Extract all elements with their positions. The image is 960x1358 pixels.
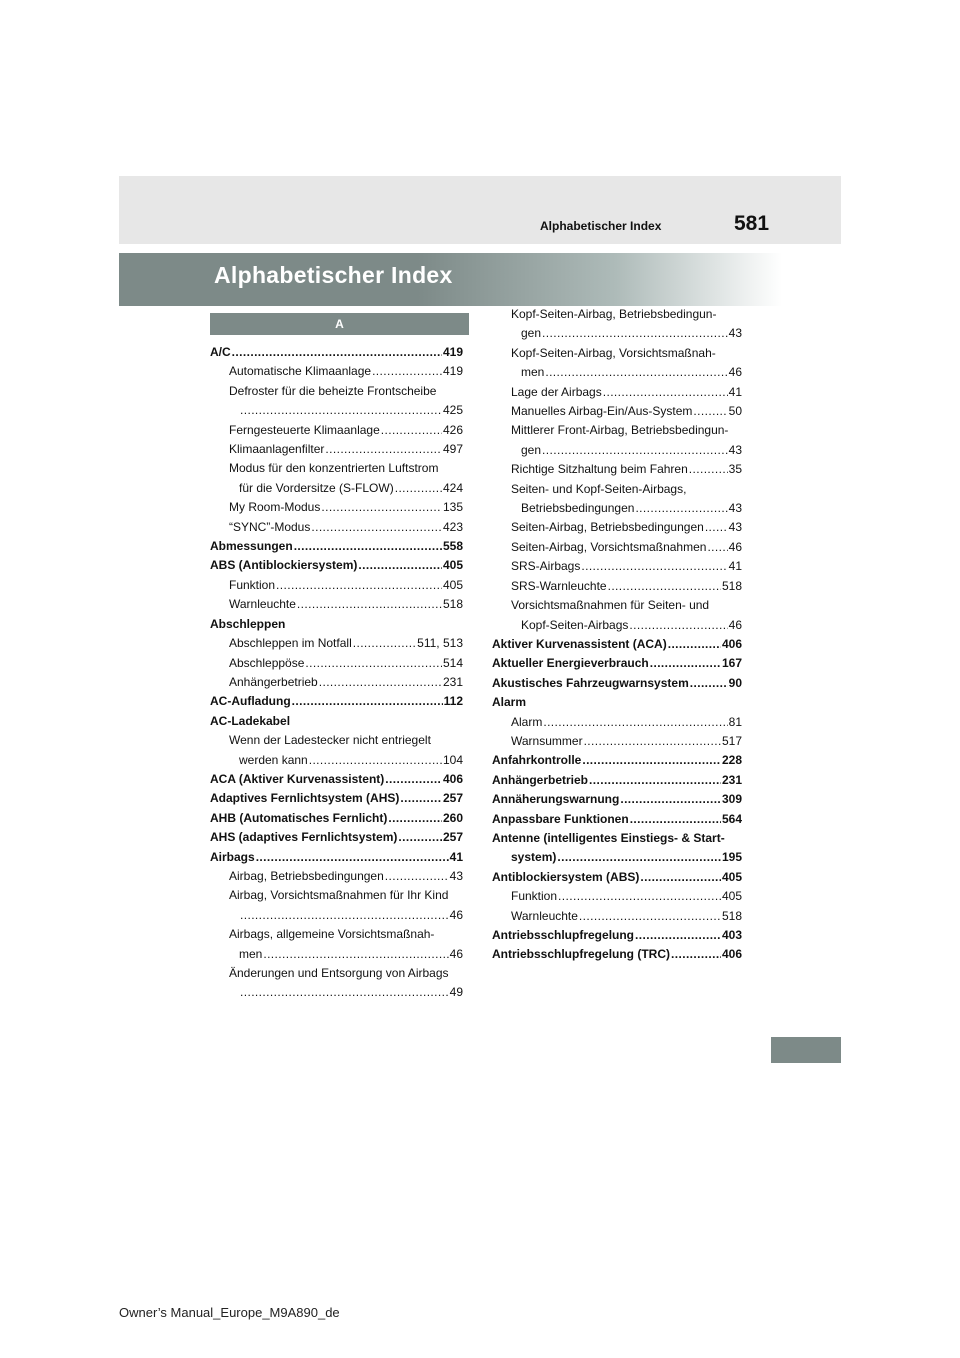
index-entry-page[interactable]: 43 [728,520,742,535]
index-entry-label: Anfahrkontrolle [492,753,582,768]
index-entry-page[interactable]: 43 [728,442,742,457]
header-band [119,176,841,244]
index-entry-label: Anhängerbetrieb [229,674,318,689]
leader-dots [240,906,449,925]
index-letter-heading: A [210,313,469,335]
leader-dots [311,518,442,537]
index-entry [492,324,742,343]
index-entry-label: Modus für den konzentrierten Luftstrom [229,461,439,476]
index-entry [210,615,463,634]
index-entry-label: Adaptives Fernlichtsystem (AHS) [210,791,400,806]
index-entry [492,810,742,829]
leader-dots [385,867,449,886]
index-entry [492,402,742,421]
index-entry-page[interactable]: 231 [442,674,463,689]
index-entry-page[interactable]: 41 [728,559,742,574]
index-entry-page[interactable]: 35 [728,462,742,477]
index-entry [492,441,742,460]
leader-dots [263,945,448,964]
index-entry-label: Richtige Sitzhaltung beim Fahren [511,462,688,477]
index-entry [210,712,463,731]
index-entry-label: Aktueller Energieverbrauch [492,656,649,671]
index-entry-page[interactable]: 423 [442,519,463,534]
index-entry-page[interactable]: 104 [442,752,463,767]
index-entry [492,713,742,732]
index-entry [492,868,742,887]
leader-dots [635,926,721,945]
leader-dots [584,732,721,751]
index-entry-page[interactable]: 257 [442,791,463,806]
index-entry-label: Funktion [229,577,276,592]
index-entry [210,537,463,556]
index-entry [210,459,463,478]
index-entry [210,848,463,867]
index-entry-label: Warnleuchte [229,597,296,612]
leader-dots [232,343,442,362]
footer-text: Owner’s Manual_Europe_M9A890_de [119,1305,340,1320]
index-entry [492,654,742,673]
index-entry [492,538,742,557]
index-entry [210,770,463,789]
index-entry [210,401,463,420]
index-entry-label: Funktion [511,889,558,904]
index-entry [210,440,463,459]
leader-dots [276,576,442,595]
index-entry [492,344,742,363]
index-entry-page[interactable]: 425 [442,403,463,418]
index-entry [492,363,742,382]
side-thumb-tab [771,1037,841,1063]
page-title: Alphabetischer Index [214,262,453,288]
index-entry-page[interactable]: 405 [442,558,463,573]
leader-dots [325,440,442,459]
index-entry-page[interactable]: 497 [442,442,463,457]
index-entry [210,518,463,537]
index-entry-label: AHS (adaptives Fernlichtsystem) [210,830,398,845]
header-section-title: Alphabetischer Index [540,219,662,233]
index-entry [492,577,742,596]
index-entry-label: A/C [210,345,231,359]
index-entry-label: AHB (Automatisches Fernlicht) [210,810,388,825]
index-entry [210,809,463,828]
leader-dots [630,810,721,829]
index-entry [492,596,742,615]
index-entry-page[interactable]: 90 [728,675,742,690]
index-entry-label: Automatische Klimaanlage [229,364,372,379]
index-entry-label: gen [521,326,542,341]
leader-dots [297,595,442,614]
index-entry-page[interactable]: 43 [449,868,463,883]
leader-dots [671,945,721,964]
index-entry-page[interactable]: 406 [442,771,463,786]
index-entry [210,964,463,983]
index-entry-label: Mittlerer Front-Airbag, Betriebsbedingun- [511,423,729,438]
leader-dots [358,556,442,575]
leader-dots [256,848,449,867]
leader-dots [372,362,442,381]
index-entry-label: werden kann [239,752,308,767]
index-entry [210,556,463,575]
leader-dots [620,790,721,809]
leader-dots [309,751,442,770]
index-entry-label: Seiten- und Kopf-Seiten-Airbags, [511,481,687,496]
index-entry-label: Annäherungswarnung [492,792,620,807]
index-entry-label: Abmessungen [210,539,293,554]
index-entry [210,867,463,886]
leader-dots [558,887,721,906]
index-entry-label: SRS-Airbags [511,559,581,574]
index-entry-page[interactable]: 426 [442,422,463,437]
index-entry-page[interactable]: 46 [728,617,742,632]
leader-dots [305,654,442,673]
index-entry-label: Antenne (intelligentes Einstiegs- & Start- [492,830,725,845]
index-entry-page[interactable]: 46 [449,946,463,961]
index-entry-label: Lage der Airbags [511,384,602,399]
index-entry-label: Manuelles Airbag-Ein/Aus-System [511,404,693,419]
index-entry [492,421,742,440]
index-entry [492,907,742,926]
index-entry [492,732,742,751]
index-entry [210,362,463,381]
index-entry-page[interactable]: 228 [721,753,742,768]
leader-dots [353,634,416,653]
index-entry-label: Airbag, Vorsichtsmaßnahmen für Ihr Kind [229,888,449,903]
index-entry-label: Alarm [492,695,527,710]
index-entry-label: Seiten-Airbag, Vorsichtsmaßnahmen [511,539,707,554]
leader-dots [321,498,442,517]
leader-dots [705,518,728,537]
index-column-right [492,305,742,965]
index-entry-label: Akustisches Fahrzeugwarnsystem [492,675,689,690]
index-entry-page[interactable]: 511, 513 [417,636,463,651]
index-entry [492,945,742,964]
index-entry [492,460,742,479]
index-entry-page[interactable]: 135 [442,500,463,515]
index-entry [210,382,463,401]
index-entry-label: SRS-Warnleuchte [511,578,607,593]
index-entry-label: men [521,365,545,380]
index-entry-page[interactable]: 46 [449,907,463,922]
index-entry-label: ABS (Antiblockiersystem) [210,558,358,573]
index-entry-label: system) [511,850,557,865]
index-entry [210,421,463,440]
index-entry-page[interactable]: 406 [721,636,742,651]
index-entry-label: Antriebsschlupfregelung [492,928,635,942]
index-entry-page[interactable]: 514 [442,655,463,670]
index-entry-page[interactable]: 41 [728,384,742,399]
index-entry [210,983,463,1002]
index-entry-label: Anhängerbetrieb [492,772,589,787]
index-entry-page[interactable]: 49 [449,985,463,1000]
index-entry [210,479,463,498]
index-entry-label: Alarm [511,714,543,729]
index-entry-label: “SYNC”-Modus [229,519,311,534]
leader-dots [579,907,721,926]
index-entry-page[interactable]: 257 [442,830,463,845]
leader-dots [385,770,442,789]
index-entry [492,383,742,402]
index-entry-page[interactable]: 518 [442,597,463,612]
leader-dots [693,402,727,421]
index-entry-page[interactable]: 518 [721,908,742,923]
index-entry [210,692,463,711]
leader-dots [581,557,727,576]
index-entry-label: Kopf-Seiten-Airbag, Vorsichtsmaßnah- [511,345,716,360]
index-entry-label: Airbag, Betriebsbedingungen [229,868,384,883]
index-entry-page[interactable]: 167 [721,656,742,671]
index-entry-page[interactable]: 419 [442,345,463,359]
index-entry [210,945,463,964]
index-entry-page[interactable]: 518 [721,578,742,593]
index-entry-label: Vorsichtsmaßnahmen für Seiten- und [511,598,710,613]
leader-dots [629,616,727,635]
index-entry [210,654,463,673]
index-entry [492,480,742,499]
index-entry [492,926,742,945]
index-entry [492,693,742,712]
index-entry-label: Klimaanlagenfilter [229,442,325,457]
index-entry [210,886,463,905]
index-entry [492,790,742,809]
index-entry-page[interactable]: 564 [721,811,742,826]
index-entry [210,634,463,653]
index-entry [210,731,463,750]
index-entry-label: Wenn der Ladestecker nicht entriegelt [229,733,431,748]
leader-dots [400,789,442,808]
index-entry-label: Airbags, allgemeine Vorsichtsmaßnah- [229,927,435,942]
index-entry-page[interactable]: 43 [728,326,742,341]
index-entry-label: Abschleppen im Notfall [229,636,352,651]
leader-dots [690,674,728,693]
index-entry [492,771,742,790]
index-entry-label: Abschleppen [210,616,286,631]
index-entry [210,595,463,614]
leader-dots [381,421,442,440]
index-entry-label: AC-Aufladung [210,694,291,709]
index-entry [210,789,463,808]
leader-dots [650,654,721,673]
index-entry-page[interactable]: 403 [721,928,742,942]
index-entry-page[interactable]: 405 [721,889,742,904]
index-entry-label: Kopf-Seiten-Airbag, Betriebsbedingun- [511,307,717,321]
leader-dots [398,828,442,847]
index-entry-label: Kopf-Seiten-Airbags [521,617,629,632]
index-entry-page[interactable]: 41 [449,849,463,864]
index-entry-page[interactable]: 195 [721,850,742,865]
index-entry [492,674,742,693]
index-entry-label: AC-Ladekabel [210,713,291,728]
index-entry-label: Defroster für die beheizte Frontscheibe [229,383,437,398]
index-entry-page[interactable]: 406 [721,947,742,962]
index-entry-label: Airbags [210,849,255,864]
leader-dots [689,460,728,479]
leader-dots [557,848,721,867]
index-entry-label: Antiblockiersystem (ABS) [492,869,640,884]
index-entry-page[interactable]: 419 [442,364,463,379]
index-entry-page[interactable]: 46 [728,539,742,554]
leader-dots [542,441,728,460]
index-entry [210,925,463,944]
index-entry [492,751,742,770]
leader-dots [395,479,442,498]
index-entry-page[interactable]: 558 [442,539,463,554]
index-entry-label: ACA (Aktiver Kurvenassistent) [210,771,385,786]
leader-dots [542,324,728,343]
index-entry-label: Änderungen und Entsorgung von Airbags [229,966,449,980]
index-entry-page[interactable]: 405 [721,869,742,884]
leader-dots [240,983,449,1002]
leader-dots [543,713,727,732]
leader-dots [294,537,442,556]
leader-dots [707,538,727,557]
leader-dots [240,401,442,420]
leader-dots [608,577,721,596]
index-entry-label: Abschleppöse [229,655,305,670]
index-entry-page[interactable]: 260 [442,810,463,825]
index-entry-page[interactable]: 50 [728,404,742,419]
index-entry-page[interactable]: 517 [721,733,742,748]
index-entry [210,576,463,595]
leader-dots [603,383,728,402]
index-entry-page[interactable]: 81 [728,714,742,729]
leader-dots [640,868,721,887]
index-entry-label: Antriebsschlupfregelung (TRC) [492,947,671,962]
index-entry-page[interactable]: 309 [721,792,742,807]
leader-dots [319,673,442,692]
index-entry-page[interactable]: 43 [728,501,742,516]
index-entry-label: Betriebsbedingungen [521,501,635,516]
index-entry [210,673,463,692]
index-column-left [210,343,463,1003]
index-entry-page[interactable]: 424 [442,480,463,495]
leader-dots [545,363,727,382]
index-entry [210,498,463,517]
index-entry-label: Anpassbare Funktionen [492,811,629,826]
index-entry-page[interactable]: 112 [443,694,463,709]
index-entry-label: My Room-Modus [229,500,321,515]
index-entry-label: gen [521,442,542,457]
index-entry-page[interactable]: 231 [721,772,742,787]
index-entry [210,751,463,770]
index-entry [210,828,463,847]
index-entry-page[interactable]: 46 [728,365,742,380]
index-entry [492,848,742,867]
index-entry [492,635,742,654]
index-entry-page[interactable]: 405 [442,577,463,592]
index-entry-label: men [239,946,263,961]
index-entry [492,829,742,848]
index-entry [492,499,742,518]
index-entry [492,305,742,324]
leader-dots [582,751,721,770]
index-entry-label: Seiten-Airbag, Betriebsbedingungen [511,520,704,535]
index-entry [210,906,463,925]
index-entry-label: Aktiver Kurvenassistent (ACA) [492,636,667,651]
index-entry [492,518,742,537]
leader-dots [668,635,721,654]
leader-dots [388,809,442,828]
index-entry-label: Warnleuchte [511,908,578,923]
leader-dots [635,499,727,518]
leader-dots [589,771,721,790]
index-entry [210,343,463,362]
index-entry-label: Warnsummer [511,733,583,748]
index-entry [492,557,742,576]
index-entry [492,616,742,635]
leader-dots [292,692,443,711]
page-number: 581 [734,212,770,235]
index-entry-label: Ferngesteuerte Klimaanlage [229,422,380,437]
index-entry [492,887,742,906]
index-entry-label: für die Vordersitze (S-FLOW) [239,480,394,495]
